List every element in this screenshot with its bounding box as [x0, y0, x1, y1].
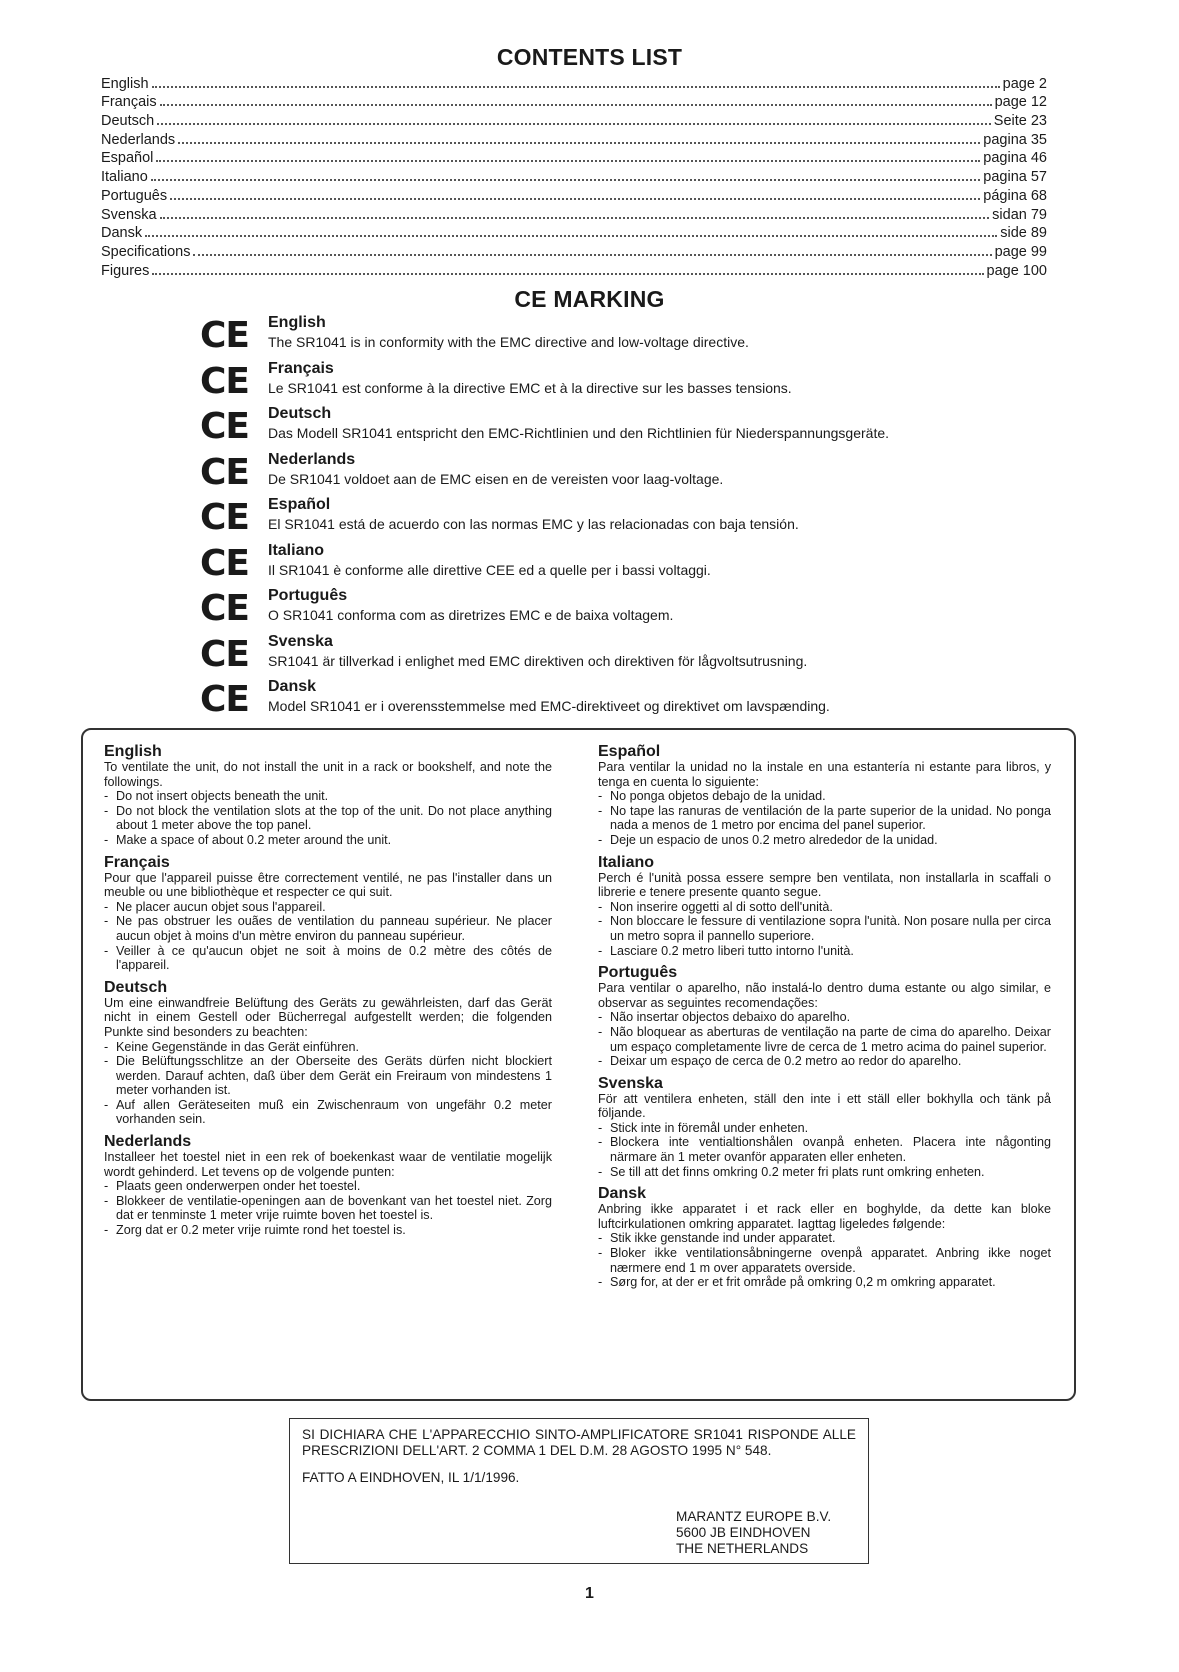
- ventilation-instruction: - Ne pas obstruer les ouães de ventilation du panneau supérieur. Ne placer aucun objet à moins d'un mètre environ du panneau supérieur.: [104, 914, 552, 943]
- ventilation-instruction: - Non bloccare le fessure di ventilazione sopra l'unità. Non posare nulla per circa un metro sopra il pannello superiore.: [598, 914, 1051, 943]
- declaration-address: [676, 1509, 831, 1557]
- contents-entry-page: page 100: [986, 262, 1047, 279]
- ventilation-instruction: - Lasciare 0.2 metro liberi tutto intorno l'unità.: [598, 944, 1051, 959]
- contents-entry-page: page 12: [994, 94, 1047, 111]
- ventilation-column-right: [598, 743, 1051, 1296]
- ventilation-instruction: - Die Belüftungsschlitze an der Oberseite des Geräts dürfen nicht blockiert werden. Darauf achten, daß über dem Gerät ein Freiraum von mindestens 1 meter vorhanden ist.: [104, 1054, 552, 1098]
- ce-marking-language: Svenska: [268, 632, 333, 650]
- ce-marking-item: [200, 542, 1020, 588]
- contents-entry-page: página 68: [983, 187, 1047, 204]
- dot-leader: [152, 86, 1000, 88]
- ce-marking-item: [200, 587, 1020, 633]
- contents-entry: [101, 185, 1047, 204]
- address-line: THE NETHERLANDS: [676, 1541, 809, 1556]
- dot-leader: [152, 273, 983, 275]
- ce-marking-statement: El SR1041 está de acuerdo con las normas EMC y las relacionadas con baja tensión.: [268, 516, 799, 532]
- contents-entry: [101, 110, 1047, 129]
- ventilation-instruction: - Zorg dat er 0.2 meter vrije ruimte rond het toestel is.: [104, 1223, 552, 1238]
- ce-marking-statement: De SR1041 voldoet aan de EMC eisen en de vereisten voor laag-voltage.: [268, 470, 724, 487]
- ventilation-section-intro: Para ventilar la unidad no la instale en una estantería ni estante para libros, y tenga en cuenta lo siguiente:: [598, 760, 1051, 789]
- ce-logo-icon: CE: [200, 451, 250, 493]
- ce-marking-language: Deutsch: [268, 405, 332, 422]
- contents-entry-language: English: [101, 75, 149, 92]
- contents-entry-page: pagina 46: [983, 150, 1047, 167]
- ventilation-section: [104, 1133, 552, 1238]
- ventilation-instruction: - Ne placer aucun objet sous l'appareil.: [104, 900, 552, 915]
- ventilation-section-intro: Perch é l'unità possa essere sempre ben ventilata, non installarla in scaffali o librerie e tenere presente quanto segue.: [598, 870, 1051, 900]
- ce-marking-language: English: [268, 314, 326, 331]
- ventilation-instruction: - Não insertar objectos debaixo do aparelho.: [598, 1010, 1051, 1025]
- ce-marking-statement: SR1041 är tillverkad i enlighet med EMC direktiven och direktiven för lågvoltsutrusning.: [268, 652, 808, 669]
- ventilation-column-left: [104, 743, 552, 1244]
- dot-leader: [170, 198, 980, 200]
- contents-entry-language: Español: [101, 150, 154, 167]
- ce-marking-language: Español: [268, 496, 331, 513]
- ce-marking-item: [200, 633, 1020, 679]
- contents-entry-language: Dansk: [101, 225, 143, 242]
- ventilation-section-intro: Um eine einwandfreie Belüftung des Geräts zu gewährleisten, darf das Gerät nicht in einem Gestell oder Bücherregal aufgestellt werden; die folgenden Punkte sind besonders zu beachten:: [104, 995, 552, 1039]
- contents-entry-language: Figures: [101, 262, 150, 279]
- ce-marking-item: [200, 314, 1020, 360]
- ventilation-instruction: - Veiller à ce qu'aucun objet ne soit à moins de 0.2 mètre des côtés de l'appareil.: [104, 944, 552, 973]
- ce-marking-item: [200, 678, 1020, 724]
- ventilation-section: [104, 979, 552, 1127]
- ventilation-section-title: Nederlands: [104, 1133, 192, 1151]
- contents-entry-language: Svenska: [101, 206, 157, 223]
- contents-entry-language: Français: [101, 94, 157, 111]
- dot-leader: [178, 142, 980, 144]
- ventilation-section-intro: Installeer het toestel niet in een rek of boekenkast waar de ventilatie mogelijk wordt gehinderd. Let tevens op de volgende punten:: [104, 1150, 552, 1179]
- contents-entry: [101, 223, 1047, 242]
- contents-entry-language: Italiano: [101, 169, 148, 186]
- ce-marking-language: Português: [268, 587, 348, 604]
- ventilation-section-list: [598, 1121, 1051, 1179]
- ventilation-section-list: [104, 789, 552, 847]
- dot-leader: [160, 217, 990, 219]
- contents-entry-language: Português: [101, 187, 168, 204]
- contents-entry-page: pagina 57: [983, 169, 1047, 186]
- ventilation-instruction: - Não bloquear as aberturas de ventilação na parte de cima do aparelho. Deixar um espaço completamente livre de cerca de 1 metro acima do painel superior.: [598, 1025, 1051, 1054]
- ventilation-section-intro: För att ventilera enheten, ställ den inte i ett ställ eller bokhylla och tänk på följande.: [598, 1091, 1051, 1121]
- ce-logo-icon: CE: [200, 360, 250, 402]
- ce-marking-statement: Il SR1041 è conforme alle direttive CEE ed a quelle per i bassi voltaggi.: [268, 561, 711, 578]
- dot-leader: [193, 254, 991, 256]
- ce-marking-language: Français: [268, 359, 334, 377]
- ventilation-instruction: - Blokkeer de ventilatie-openingen aan de bovenkant van het toestel niet. Zorg dat er tenminste 1 meter vrije ruimte boven het toestel is.: [104, 1194, 552, 1223]
- dot-leader: [157, 123, 991, 125]
- contents-entry: [101, 148, 1047, 167]
- ventilation-section-title: Italiano: [598, 853, 655, 871]
- ce-logo-icon: CE: [200, 315, 250, 356]
- ce-marking-statement: O SR1041 conforma com as diretrizes EMC e de baixa voltagem.: [268, 607, 674, 623]
- contents-entry-page: Seite 23: [993, 113, 1047, 130]
- dot-leader: [151, 179, 981, 181]
- dot-leader: [156, 160, 980, 162]
- ventilation-section-list: [598, 789, 1051, 847]
- ce-logo-icon: CE: [200, 588, 250, 629]
- ce-marking-list: [200, 314, 1020, 724]
- ventilation-section-title: Français: [104, 853, 170, 871]
- contents-entry-language: Specifications: [101, 243, 191, 260]
- ventilation-section-title: Svenska: [598, 1074, 663, 1092]
- ce-marking-language: Nederlands: [268, 450, 356, 468]
- ce-logo-icon: CE: [200, 497, 250, 538]
- ce-logo-icon: CE: [200, 542, 250, 584]
- ventilation-instruction: - Deixar um espaço de cerca de 0.2 metro ao redor do aparelho.: [598, 1054, 1051, 1069]
- ventilation-section: [104, 854, 552, 973]
- ventilation-section-intro: Para ventilar o aparelho, não instalá-lo dentro duma estante ou algo similar, e observar as seguintes recomendações:: [598, 981, 1051, 1010]
- ce-logo-icon: CE: [200, 633, 250, 675]
- ventilation-instruction: - Deje un espacio de unos 0.2 metro alrededor de la unidad.: [598, 833, 1051, 848]
- contents-entry-page: sidan 79: [992, 206, 1047, 223]
- ventilation-section-list: [104, 1040, 552, 1128]
- declaration-place-date: FATTO A EINDHOVEN, IL 1/1/1996.: [302, 1470, 520, 1485]
- ce-marking-item: [200, 360, 1020, 406]
- ventilation-instruction: - Do not insert objects beneath the unit.: [104, 789, 552, 804]
- ventilation-section-list: [598, 900, 1051, 958]
- ventilation-section: [598, 1185, 1051, 1290]
- contents-entry: [101, 73, 1047, 92]
- ce-logo-icon: CE: [200, 406, 250, 447]
- contents-entry-page: pagina 35: [983, 131, 1047, 148]
- contents-entry: [101, 166, 1047, 185]
- contents-entry-page: side 89: [1000, 225, 1047, 242]
- dot-leader: [145, 235, 997, 237]
- declaration-box: [289, 1418, 869, 1564]
- ventilation-section: [598, 743, 1051, 848]
- contents-entry: [101, 260, 1047, 279]
- ventilation-section-title: English: [104, 743, 162, 760]
- ventilation-instruction: - Keine Gegenstände in das Gerät einführen.: [104, 1040, 552, 1055]
- contents-entry: [101, 241, 1047, 260]
- ventilation-instruction: - Bloker ikke ventilationsåbningerne ovenpå apparatet. Anbring ikke noget nærmere end 1 m over apparatets overside.: [598, 1246, 1051, 1275]
- ventilation-section-intro: To ventilate the unit, do not install the unit in a rack or bookshelf, and note the followings.: [104, 760, 552, 789]
- ventilation-section-intro: Anbring ikke apparatet i et rack eller en boghylde, da dette kan bloke luftcirkulationen omkring apparatet. Iagttag ligeledes følgende:: [598, 1202, 1051, 1231]
- ventilation-section-title: Dansk: [598, 1185, 647, 1203]
- ventilation-instruction: - Stick inte in föremål under enheten.: [598, 1121, 1051, 1136]
- ventilation-section: [598, 1075, 1051, 1180]
- ventilation-section-title: Deutsch: [104, 978, 168, 996]
- declaration-statement: SI DICHIARA CHE L'APPARECCHIO SINTO-AMPLIFICATORE SR1041 RISPONDE ALLE PRESCRIZIONI DELL'ART. 2 COMMA 1 DEL D.M. 28 AGOSTO 1995 N° 548.: [302, 1427, 856, 1458]
- contents-entry-language: Deutsch: [101, 113, 155, 130]
- ce-marking-item: [200, 451, 1020, 497]
- ventilation-instruction: - Blockera inte ventialtionshålen ovanpå enheten. Placera inte någonting närmare än 1 meter ovanför apparaten eller enheten.: [598, 1135, 1051, 1164]
- address-line: MARANTZ EUROPE B.V.: [676, 1509, 832, 1524]
- contents-entry: [101, 204, 1047, 223]
- ventilation-section-intro: Pour que l'appareil puisse être correctement ventilé, ne pas l'installer dans un meuble ou une bibliothèque et respecter ce qui suit.: [104, 870, 552, 900]
- contents-entry-language: Nederlands: [101, 131, 176, 148]
- ce-marking-statement: The SR1041 is in conformity with the EMC directive and low-voltage directive.: [268, 334, 749, 350]
- ventilation-instruction: - Plaats geen onderwerpen onder het toestel.: [104, 1179, 552, 1194]
- ce-marking-item: [200, 496, 1020, 542]
- ce-marking-statement: Le SR1041 est conforme à la directive EMC et à la directive sur les basses tensions.: [268, 379, 792, 396]
- contents-list-title: CONTENTS LIST: [496, 44, 683, 70]
- ventilation-section-title: Español: [598, 743, 661, 760]
- ventilation-instruction: - Do not block the ventilation slots at the top of the unit. Do not place anything about 1 meter above the top panel.: [104, 804, 552, 833]
- ventilation-section-list: [104, 1179, 552, 1237]
- dot-leader: [160, 104, 992, 106]
- ce-marking-language: Dansk: [268, 678, 317, 695]
- ventilation-section-list: [104, 900, 552, 973]
- ventilation-section: [598, 854, 1051, 959]
- ventilation-instruction: - No ponga objetos debajo de la unidad.: [598, 789, 1051, 804]
- ventilation-instruction: - Non inserire oggetti al di sotto dell'unità.: [598, 900, 1051, 915]
- ventilation-instruction: - Sørg for, at der er et frit område på omkring 0,2 m omkring apparatet.: [598, 1275, 1051, 1290]
- ce-marking-statement: Model SR1041 er i overensstemmelse med EMC-direktiveet og direktivet om lavspænding.: [268, 698, 830, 714]
- ventilation-instruction: - Se till att det finns omkring 0.2 meter fri plats runt omkring enheten.: [598, 1165, 1051, 1180]
- page-number: 1: [585, 1585, 594, 1602]
- ventilation-instruction: - Auf allen Geräteseiten muß ein Zwischenraum von ungefähr 0.2 meter vorhanden sein.: [104, 1098, 552, 1127]
- ce-marking-language: Italiano: [268, 541, 325, 559]
- ventilation-section-title: Português: [598, 964, 678, 982]
- ventilation-section: [104, 743, 552, 848]
- contents-entry-page: page 99: [994, 243, 1047, 260]
- ventilation-section-list: [598, 1231, 1051, 1289]
- ventilation-instruction: - No tape las ranuras de ventilación de la parte superior de la unidad. No ponga nada a menos de 1 metro por encima del panel superior.: [598, 804, 1051, 833]
- contents-list: [101, 73, 1047, 279]
- ventilation-section: [598, 964, 1051, 1069]
- address-line: 5600 JB EINDHOVEN: [676, 1525, 811, 1540]
- contents-entry: [101, 92, 1047, 111]
- ventilation-instruction: - Make a space of about 0.2 meter around the unit.: [104, 833, 552, 848]
- ventilation-section-list: [598, 1010, 1051, 1068]
- contents-entry: [101, 129, 1047, 148]
- ce-marking-title: CE MARKING: [514, 286, 665, 312]
- ce-marking-item: [200, 405, 1020, 451]
- contents-entry-page: page 2: [1002, 75, 1047, 92]
- ventilation-instruction: - Stik ikke genstande ind under apparatet.: [598, 1231, 1051, 1246]
- ce-marking-statement: Das Modell SR1041 entspricht den EMC-Richtlinien und den Richtlinien für Niederspannungsgeräte.: [268, 425, 890, 441]
- ce-logo-icon: CE: [200, 679, 250, 720]
